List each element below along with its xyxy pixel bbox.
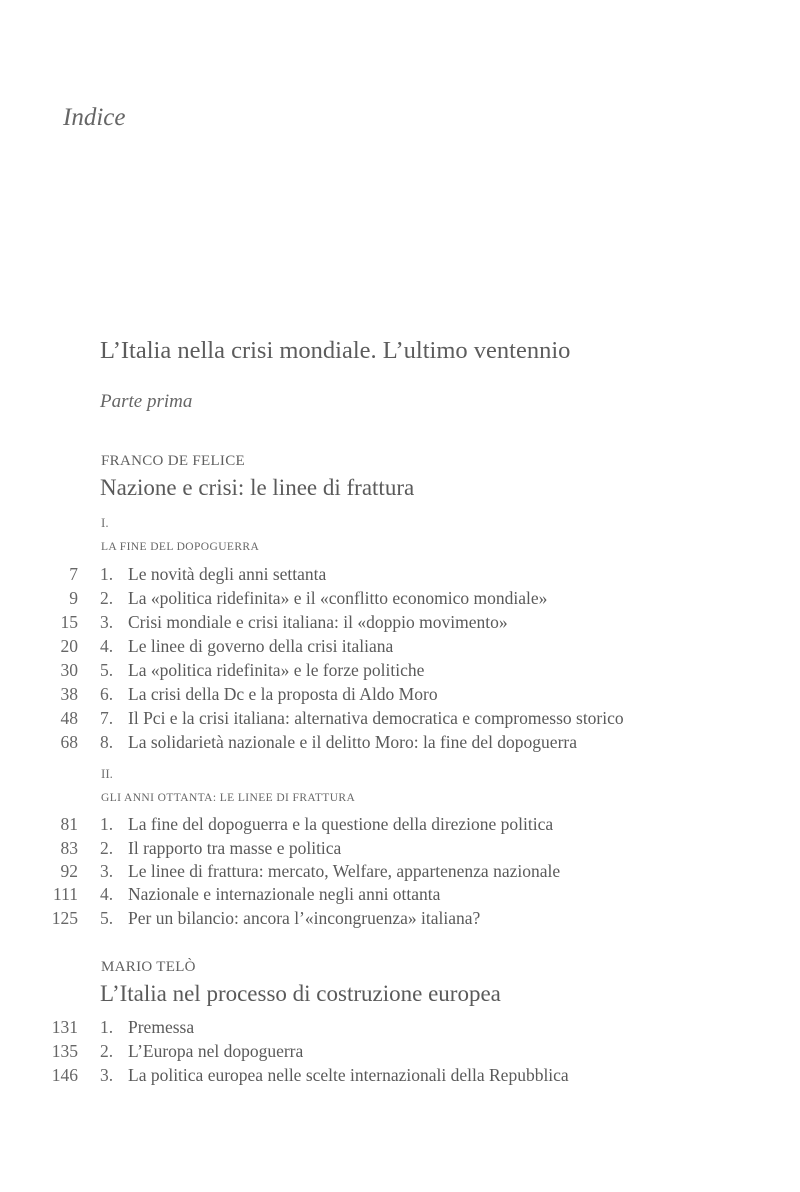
page-number: 48	[60, 708, 78, 728]
index-heading: Indice	[63, 104, 126, 131]
page-number: 131	[51, 1017, 78, 1037]
page-number: 146	[51, 1065, 78, 1085]
toc-entry[interactable]	[0, 838, 800, 862]
toc-entry[interactable]	[0, 861, 800, 885]
entry-number: 3.	[100, 612, 114, 632]
entry-title: Per un bilancio: ancora l’«incongruenza» italiana?	[128, 908, 481, 928]
entry-title: Il rapporto tra masse e politica	[128, 838, 342, 858]
section-title: GLI ANNI OTTANTA: LE LINEE DI FRATTURA	[101, 792, 356, 804]
toc-entry[interactable]	[0, 636, 800, 660]
toc-entry[interactable]	[0, 588, 800, 612]
section-roman: II.	[101, 766, 113, 781]
entry-title: Nazionale e internazionale negli anni ottanta	[128, 884, 441, 904]
entry-title: La «politica ridefinita» e le forze politiche	[128, 660, 425, 680]
entry-number: 5.	[100, 660, 114, 680]
toc-entry[interactable]	[0, 732, 800, 756]
toc-entry[interactable]	[0, 660, 800, 684]
entry-title: Il Pci e la crisi italiana: alternativa democratica e compromesso storico	[128, 708, 624, 728]
entry-number: 1.	[100, 814, 114, 834]
toc-entry[interactable]	[0, 708, 800, 732]
entry-number: 1.	[100, 564, 114, 584]
section-roman: I.	[101, 515, 109, 530]
page-number: 30	[60, 660, 78, 680]
entry-number: 2.	[100, 588, 114, 608]
entry-title: La politica europea nelle scelte internazionali della Repubblica	[128, 1065, 569, 1085]
entry-number: 4.	[100, 636, 114, 656]
entry-number: 3.	[100, 1065, 114, 1085]
toc-entry[interactable]	[0, 564, 800, 588]
entry-number: 1.	[100, 1017, 114, 1037]
page-number: 81	[60, 814, 78, 834]
page-number: 92	[60, 861, 78, 881]
page-number: 111	[53, 884, 78, 904]
page-number: 125	[51, 908, 78, 928]
toc-entry[interactable]	[0, 814, 800, 838]
entry-title: Le novità degli anni settanta	[128, 564, 327, 584]
page-number: 68	[60, 732, 78, 752]
toc-entry[interactable]	[0, 908, 800, 932]
book-title: L’Italia nella crisi mondiale. L’ultimo ventennio	[100, 337, 571, 364]
entry-number: 4.	[100, 884, 114, 904]
toc-entry[interactable]	[0, 884, 800, 908]
entry-number: 7.	[100, 708, 114, 728]
entry-number: 5.	[100, 908, 114, 928]
entry-title: L’Europa nel dopoguerra	[128, 1041, 304, 1061]
page-number: 20	[60, 636, 78, 656]
entry-title: La «politica ridefinita» e il «conflitto economico mondiale»	[128, 588, 548, 608]
entry-title: Crisi mondiale e crisi italiana: il «doppio movimento»	[128, 612, 508, 632]
toc-entry[interactable]	[0, 612, 800, 636]
page-number: 15	[60, 612, 78, 632]
page-number: 7	[69, 564, 78, 584]
essay-author: MARIO TELÒ	[101, 959, 196, 975]
toc-entry[interactable]	[0, 1065, 800, 1089]
entry-number: 2.	[100, 838, 114, 858]
section-title: LA FINE DEL DOPOGUERRA	[101, 541, 260, 553]
entry-title: Premessa	[128, 1017, 195, 1037]
entry-number: 3.	[100, 861, 114, 881]
entry-number: 6.	[100, 684, 114, 704]
part-label: Parte prima	[100, 391, 193, 412]
toc-entry[interactable]	[0, 1041, 800, 1065]
page-number: 9	[69, 588, 78, 608]
entry-title: La fine del dopoguerra e la questione della direzione politica	[128, 814, 554, 834]
page-number: 83	[60, 838, 78, 858]
page-number: 38	[60, 684, 78, 704]
entry-number: 2.	[100, 1041, 114, 1061]
toc-entry[interactable]	[0, 684, 800, 708]
entry-title: Le linee di frattura: mercato, Welfare, appartenenza nazionale	[128, 861, 561, 881]
entry-title: Le linee di governo della crisi italiana	[128, 636, 394, 656]
page-number: 135	[51, 1041, 78, 1061]
entry-title: La crisi della Dc e la proposta di Aldo Moro	[128, 684, 438, 704]
toc-entry[interactable]	[0, 1017, 800, 1041]
essay-author: FRANCO DE FELICE	[101, 453, 245, 469]
essay-title: Nazione e crisi: le linee di frattura	[100, 475, 415, 500]
entry-number: 8.	[100, 732, 114, 752]
essay-title: L’Italia nel processo di costruzione europea	[100, 981, 501, 1006]
entry-title: La solidarietà nazionale e il delitto Moro: la fine del dopoguerra	[128, 732, 578, 752]
